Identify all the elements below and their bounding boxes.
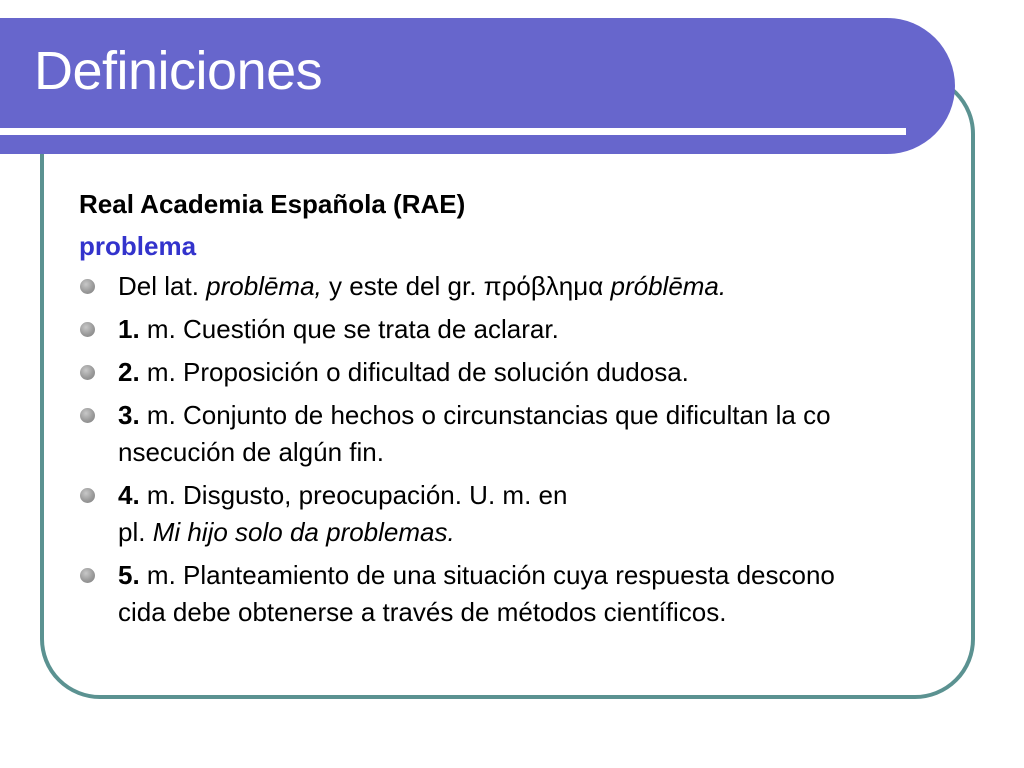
definition-line (118, 477, 959, 514)
definition-line (118, 594, 959, 631)
definition-text: problēma, (206, 271, 322, 301)
definition-item (79, 311, 959, 348)
definition-item (79, 397, 959, 471)
definition-line (118, 354, 959, 391)
definition-text: m. Proposición o dificultad de solución dudosa. (139, 357, 689, 387)
definition-text: próblēma. (610, 271, 727, 301)
bullet-icon (80, 568, 95, 583)
definition-text: 2. (118, 357, 140, 387)
bullet-icon (80, 408, 95, 423)
definition-text: 1. (118, 314, 140, 344)
definitions-list (79, 268, 959, 631)
source-heading: Real Academia Española (RAE) (79, 189, 466, 219)
bullet-icon (80, 365, 95, 380)
definition-line (118, 434, 959, 471)
slide-title: Definiciones (34, 41, 323, 101)
definition-text: m. Disgusto, preocupación. U. m. en (139, 480, 568, 510)
definition-text: 3. (118, 400, 140, 430)
bullet-icon (80, 322, 95, 337)
bullet-icon (80, 488, 95, 503)
definition-line (118, 397, 959, 434)
definition-text: cida debe obtenerse a través de métodos científicos. (118, 597, 727, 627)
definition-text: Mi hijo solo da problemas. (152, 517, 455, 547)
definition-line (118, 514, 959, 551)
definition-line (118, 268, 959, 305)
definition-item (79, 268, 959, 305)
definition-text: nsecución de algún fin. (118, 437, 384, 467)
definition-text: Del lat. (118, 271, 207, 301)
definition-item (79, 477, 959, 551)
definition-text: pl. (118, 517, 153, 547)
definition-line (118, 311, 959, 348)
definition-text: 4. (118, 480, 140, 510)
definition-text: 5. (118, 560, 140, 590)
definition-line (118, 557, 959, 594)
bullet-icon (80, 279, 95, 294)
definition-text: y este del gr. πρόβλημα (321, 271, 611, 301)
definition-text: m. Cuestión que se trata de aclarar. (139, 314, 559, 344)
term-heading: problema (79, 231, 197, 261)
definition-item (79, 354, 959, 391)
definition-text: m. Conjunto de hechos o circunstancias que dificultan la co (139, 400, 831, 430)
title-underline (0, 128, 906, 135)
slide-body (79, 186, 959, 637)
definition-text: m. Planteamiento de una situación cuya respuesta descono (139, 560, 835, 590)
definition-item (79, 557, 959, 631)
